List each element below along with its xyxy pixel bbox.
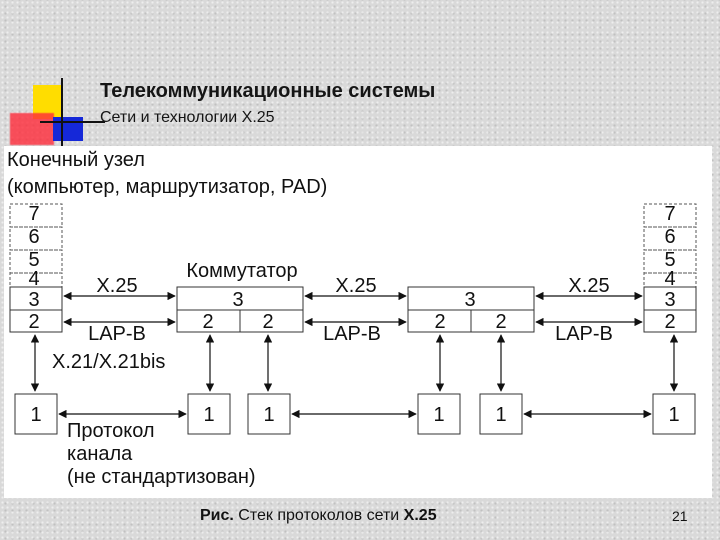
switch-1-layer-3: 3	[232, 289, 244, 311]
caption-prefix: Рис.	[200, 507, 234, 524]
x21-label: X.21/X.21bis	[52, 351, 166, 373]
switch-2-layer-2-left: 2	[434, 311, 446, 333]
right-layer-6: 6	[664, 226, 676, 248]
right-layer-3: 3	[664, 289, 676, 311]
switch-label: Коммутатор	[186, 260, 298, 282]
slide-subtitle: Сети и технологии X.25	[100, 109, 275, 126]
protocol-stack-diagram	[4, 146, 712, 498]
logo-vertical-line	[61, 78, 63, 150]
channel-protocol-line1: Протокол	[67, 420, 155, 442]
switch-1-layer-2-right: 2	[262, 311, 274, 333]
left-layer-4: 4	[28, 268, 40, 290]
lapb-label-left: LAP-B	[88, 323, 146, 345]
left-layer-2: 2	[28, 311, 40, 333]
switch-2-layer-1-right: 1	[495, 404, 507, 426]
right-layer-1: 1	[668, 404, 680, 426]
switch-2-layer-2-right: 2	[495, 311, 507, 333]
logo-red-square	[10, 113, 54, 145]
slide-title: Телекоммуникационные системы	[100, 80, 436, 102]
figure-caption	[200, 507, 437, 525]
switch-1-layer-1-left: 1	[203, 404, 215, 426]
switch-1-layer-1-right: 1	[263, 404, 275, 426]
right-layer-4: 4	[664, 268, 676, 290]
switch-1-layer-2-left: 2	[202, 311, 214, 333]
left-layer-1: 1	[30, 404, 42, 426]
lapb-label-middle: LAP-B	[323, 323, 381, 345]
channel-protocol-line2: канала	[67, 443, 133, 465]
caption-text: Стек протоколов сети	[233, 507, 404, 524]
left-layer-7: 7	[28, 203, 40, 225]
left-layer-3: 3	[28, 289, 40, 311]
left-layer-5: 5	[28, 249, 40, 271]
switch-2-layer-3: 3	[464, 289, 476, 311]
end-node-label-line1: Конечный узел	[7, 149, 145, 171]
left-layer-6: 6	[28, 226, 40, 248]
switch-2-layer-1-left: 1	[433, 404, 445, 426]
right-layer-7: 7	[664, 203, 676, 225]
end-node-label-line2: (компьютер, маршрутизатор, PAD)	[7, 176, 328, 198]
x25-label-left: X.25	[96, 275, 138, 297]
caption-suffix: X.25	[403, 507, 437, 524]
x25-label-right: X.25	[568, 275, 610, 297]
right-layer-2: 2	[664, 311, 676, 333]
logo-horizontal-line	[40, 121, 105, 123]
page-number: 21	[672, 508, 688, 524]
channel-protocol-line3: (не стандартизован)	[67, 466, 256, 488]
right-layer-5: 5	[664, 249, 676, 271]
x25-label-middle: X.25	[335, 275, 377, 297]
lapb-label-right: LAP-B	[555, 323, 613, 345]
